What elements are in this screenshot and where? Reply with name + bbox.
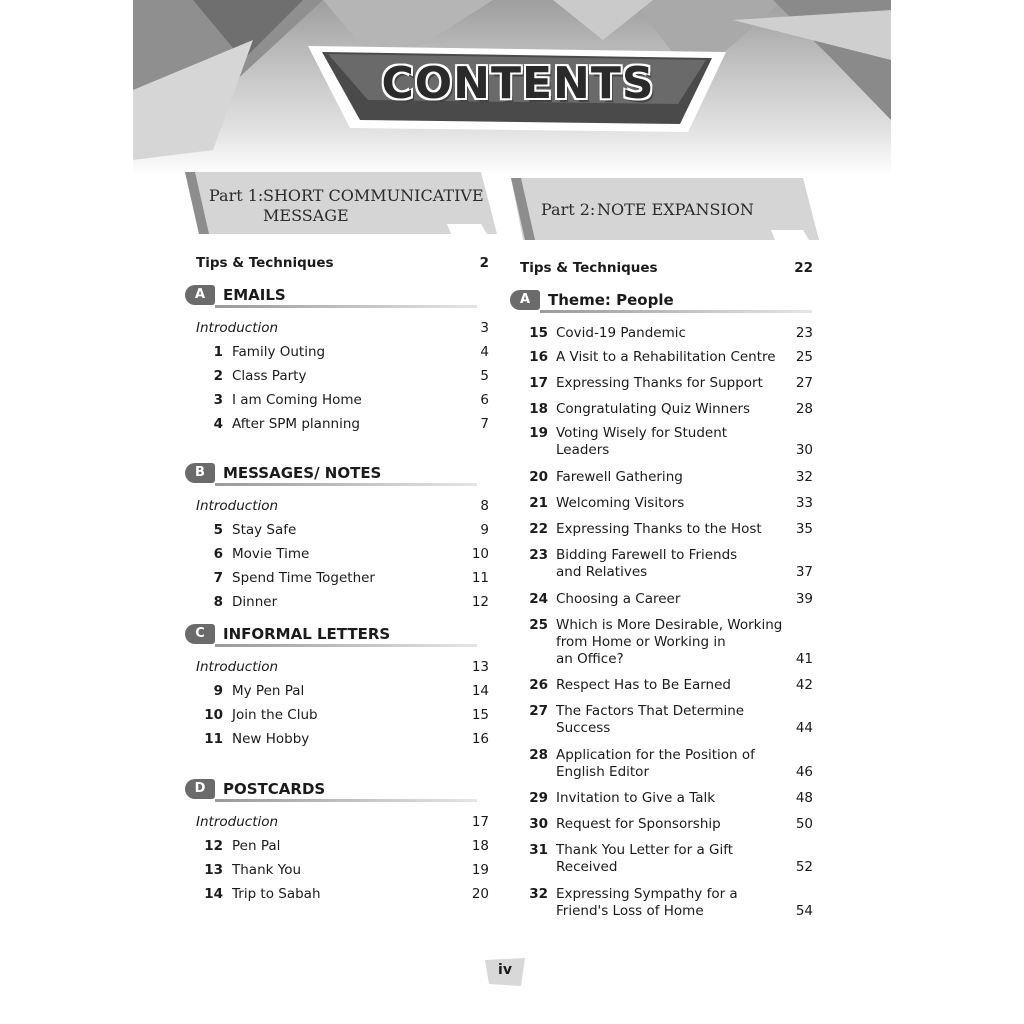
header-banner (133, 0, 891, 175)
part2-title: NOTE EXPANSION (597, 200, 754, 219)
item-page: 48 (795, 790, 813, 806)
item-title-line: Thank You Letter for a Gift (556, 842, 734, 858)
item-title-line: Choosing a Career (556, 591, 681, 607)
item-page: 18 (471, 838, 489, 854)
item-number: 9 (213, 683, 223, 699)
item-title: Stay Safe (232, 522, 297, 538)
part2-header (511, 178, 821, 240)
item-number: 16 (529, 349, 548, 365)
item-number: 31 (529, 842, 548, 858)
item-title: New Hobby (232, 731, 310, 747)
item-title-line: English Editor (556, 764, 649, 780)
section-badge: A (185, 285, 215, 305)
item-number: 7 (213, 570, 223, 586)
item-title: Family Outing (232, 344, 326, 360)
section-header (185, 285, 485, 309)
item-page: 23 (795, 325, 813, 341)
item-title-line: A Visit to a Rehabilitation Centre (556, 349, 776, 365)
item-page: 14 (471, 683, 489, 699)
item-title: Movie Time (232, 546, 310, 562)
part1-title-line1: SHORT COMMUNICATIVE (263, 186, 484, 205)
item-title: My Pen Pal (232, 683, 305, 699)
section-title: EMAILS (223, 286, 286, 304)
item-title-line: Expressing Thanks for Support (556, 375, 763, 391)
item-number: 28 (529, 747, 548, 763)
section-badge: B (185, 463, 215, 483)
item-title-line: Farewell Gathering (556, 469, 683, 485)
page-number: iv (498, 962, 512, 978)
item-page: 52 (795, 859, 813, 875)
section-header (185, 779, 485, 803)
item-title: After SPM planning (232, 416, 360, 432)
list-item (520, 842, 820, 876)
list-item (520, 790, 820, 807)
item-page: 32 (795, 469, 813, 485)
item-title-line: Application for the Position of (556, 747, 755, 763)
item-page: 12 (471, 594, 489, 610)
section-title: Theme: People (548, 291, 674, 309)
item-page: 11 (471, 570, 489, 586)
list-item (520, 521, 820, 538)
section-header (510, 290, 820, 314)
item-title-line: Respect Has to Be Earned (556, 677, 731, 693)
contents-page (133, 0, 891, 1024)
item-page: 41 (795, 651, 813, 667)
item-number: 15 (529, 325, 548, 341)
section-badge: D (185, 779, 215, 799)
item-page: 28 (795, 401, 813, 417)
item-title-line: an Office? (556, 651, 624, 667)
item-title-line: Friend's Loss of Home (556, 903, 704, 919)
item-number: 13 (204, 862, 223, 878)
item-page: 46 (795, 764, 813, 780)
item-page: 33 (795, 495, 813, 511)
tips-page: 22 (794, 260, 813, 276)
item-page: 37 (795, 564, 813, 580)
item-title: Spend Time Together (232, 570, 375, 586)
item-number: 6 (213, 546, 223, 562)
item-number: 12 (204, 838, 223, 854)
section-underline (215, 644, 477, 647)
intro-page: 17 (471, 814, 489, 830)
list-item (520, 591, 820, 608)
item-page: 44 (795, 720, 813, 736)
item-title: Trip to Sabah (232, 886, 321, 902)
item-number: 22 (529, 521, 548, 537)
item-number: 14 (204, 886, 223, 902)
item-title-line: Expressing Thanks to the Host (556, 521, 762, 537)
section-underline (215, 483, 477, 486)
list-item (520, 425, 820, 459)
section-header (185, 624, 485, 648)
item-number: 24 (529, 591, 548, 607)
list-item (520, 747, 820, 781)
section-header (185, 463, 485, 487)
item-number: 11 (204, 731, 223, 747)
section-badge: A (510, 290, 540, 310)
item-number: 30 (529, 816, 548, 832)
item-number: 17 (529, 375, 548, 391)
list-item (520, 325, 820, 342)
part1-title-line2: MESSAGE (263, 206, 349, 225)
title-plate (308, 44, 728, 136)
item-title-line: Expressing Sympathy for a (556, 886, 738, 902)
tips-page: 2 (479, 255, 489, 271)
item-page: 20 (471, 886, 489, 902)
item-number: 18 (529, 401, 548, 417)
item-page: 9 (480, 522, 489, 538)
item-number: 3 (213, 392, 223, 408)
item-page: 15 (471, 707, 489, 723)
item-title-line: Success (556, 720, 611, 736)
part1-label: Part 1: (209, 186, 264, 205)
item-page: 16 (471, 731, 489, 747)
item-page: 54 (795, 903, 813, 919)
item-title-line: and Relatives (556, 564, 648, 580)
item-page: 4 (480, 344, 489, 360)
section-underline (215, 305, 477, 308)
list-item (520, 469, 820, 486)
item-number: 2 (213, 368, 223, 384)
item-title-line: Covid-19 Pandemic (556, 325, 686, 341)
item-page: 25 (795, 349, 813, 365)
item-title-line: Congratulating Quiz Winners (556, 401, 751, 417)
list-item (520, 495, 820, 512)
section-title: INFORMAL LETTERS (223, 625, 391, 643)
list-item (520, 886, 820, 920)
item-number: 32 (529, 886, 548, 902)
list-item (520, 547, 820, 581)
item-number: 21 (529, 495, 548, 511)
item-number: 1 (213, 344, 223, 360)
list-item (520, 617, 820, 668)
section-title: MESSAGES/ NOTES (223, 464, 382, 482)
tips-label: Tips & Techniques (196, 255, 334, 271)
tips-label: Tips & Techniques (520, 260, 658, 276)
item-page: 50 (795, 816, 813, 832)
intro-label: Introduction (196, 659, 279, 675)
item-title: I am Coming Home (232, 392, 362, 408)
item-title: Join the Club (232, 707, 318, 723)
list-item (520, 349, 820, 366)
item-title: Dinner (232, 594, 278, 610)
list-item (520, 703, 820, 737)
list-item (520, 401, 820, 418)
item-page: 10 (471, 546, 489, 562)
item-title-line: Which is More Desirable, Working (556, 617, 783, 633)
item-number: 19 (529, 425, 548, 441)
intro-label: Introduction (196, 320, 279, 336)
intro-page: 13 (471, 659, 489, 675)
item-title-line: Request for Sponsorship (556, 816, 721, 832)
item-number: 26 (529, 677, 548, 693)
item-title-line: Invitation to Give a Talk (556, 790, 716, 806)
item-number: 25 (529, 617, 548, 633)
item-title: Thank You (232, 862, 302, 878)
part1-header (185, 172, 497, 234)
item-title-line: Voting Wisely for Student (556, 425, 728, 441)
section-title: POSTCARDS (223, 780, 326, 798)
item-number: 20 (529, 469, 548, 485)
intro-label: Introduction (196, 498, 279, 514)
list-item (520, 816, 820, 833)
item-title: Class Party (232, 368, 307, 384)
item-title-line: from Home or Working in (556, 634, 726, 650)
section-underline (540, 310, 812, 313)
item-title-line: Received (556, 859, 618, 875)
item-number: 5 (213, 522, 223, 538)
list-item (520, 677, 820, 694)
item-page: 42 (795, 677, 813, 693)
list-item (520, 375, 820, 392)
item-title-line: Welcoming Visitors (556, 495, 685, 511)
intro-page: 8 (480, 498, 489, 514)
item-title-line: Bidding Farewell to Friends (556, 547, 738, 563)
item-page: 7 (480, 416, 489, 432)
item-number: 23 (529, 547, 548, 563)
item-number: 4 (213, 416, 223, 432)
section-badge: C (185, 624, 215, 644)
item-title-line: The Factors That Determine (556, 703, 745, 719)
item-number: 27 (529, 703, 548, 719)
intro-label: Introduction (196, 814, 279, 830)
page-number-tab (485, 958, 525, 986)
page-title: CONTENTS (381, 58, 655, 109)
item-number: 29 (529, 790, 548, 806)
item-page: 39 (795, 591, 813, 607)
item-number: 10 (204, 707, 223, 723)
part2-label: Part 2: (541, 200, 596, 219)
item-page: 35 (795, 521, 813, 537)
item-page: 6 (480, 392, 489, 408)
item-title-line: Leaders (556, 442, 610, 458)
item-title: Pen Pal (232, 838, 281, 854)
item-page: 19 (471, 862, 489, 878)
item-number: 8 (213, 594, 223, 610)
item-page: 30 (795, 442, 813, 458)
item-page: 5 (480, 368, 489, 384)
item-page: 27 (795, 375, 813, 391)
intro-page: 3 (480, 320, 489, 336)
section-underline (215, 799, 477, 802)
